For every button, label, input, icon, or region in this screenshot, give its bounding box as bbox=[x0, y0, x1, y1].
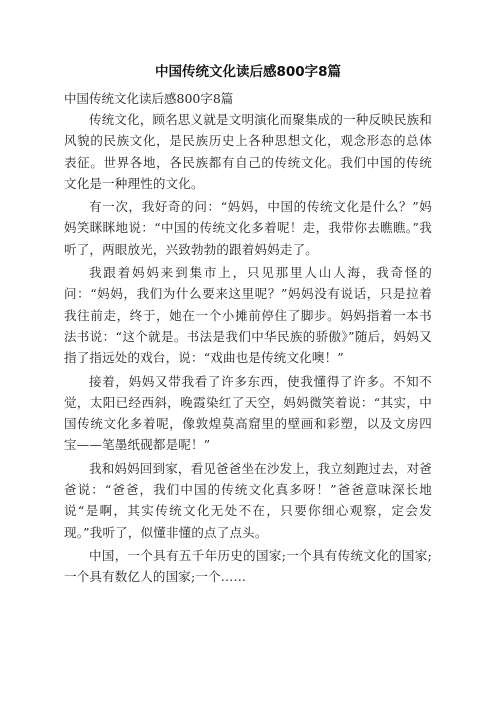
paragraph-6: 中国，一个具有五千年历史的国家;一个具有传统文化的国家;一个具有数亿人的国家;一个…… bbox=[64, 547, 432, 585]
paragraph-4: 接着，妈妈又带我看了许多东西，使我懂得了许多。不知不觉，太阳已经西斜，晚霞染红了天空，妈妈微笑着说：“其实，中国传统文化多着呢，像敦煌莫高窟里的壁画和彩塑，以及文房四宝——笔墨纸砚都是呢！” bbox=[64, 373, 432, 453]
document-title: 中国传统文化读后感800字8篇 bbox=[154, 64, 342, 80]
paragraph-5: 我和妈妈回到家，看见爸爸坐在沙发上，我立刻跑过去，对爸爸说：“爸爸，我们中国的传统文化真多呀！”爸爸意味深长地说“是啊，其实传统文化无处不在，只要你细心观察，定会发现。”我听了，似懂非懂的点了点头。 bbox=[64, 460, 432, 540]
paragraph-3: 我跟着妈妈来到集市上，只见那里人山人海，我奇怪的问：“妈妈，我们为什么要来这里呢？”妈妈没有说话，只是拉着我往前走，终于，她在一个小摊前停住了脚步。妈妈指着一本书法书说：“这个就是。书法是我们中华民族的骄傲》”随后，妈妈又指了指远处的戏台，说：“戏曲也是传统文化噢！” bbox=[64, 265, 432, 366]
paragraph-1: 传统文化，顾名思义就是文明演化而聚集成的一种反映民族和风貌的民族文化，是民族历史上各种思想文化，观念形态的总体表征。世界各地，各民族都有自己的传统文化。我们中国的传统文化是一种理性的文化。 bbox=[64, 112, 432, 191]
paragraph-2: 有一次，我好奇的问：“妈妈，中国的传统文化是什么？”妈妈笑眯眯地说：“中国的传统文化多着呢！走，我带你去瞧瞧。”我听了，两眼放光，兴致勃勃的跟着妈妈走了。 bbox=[64, 199, 432, 257]
document-subtitle: 中国传统文化读后感800字8篇 bbox=[64, 91, 234, 106]
